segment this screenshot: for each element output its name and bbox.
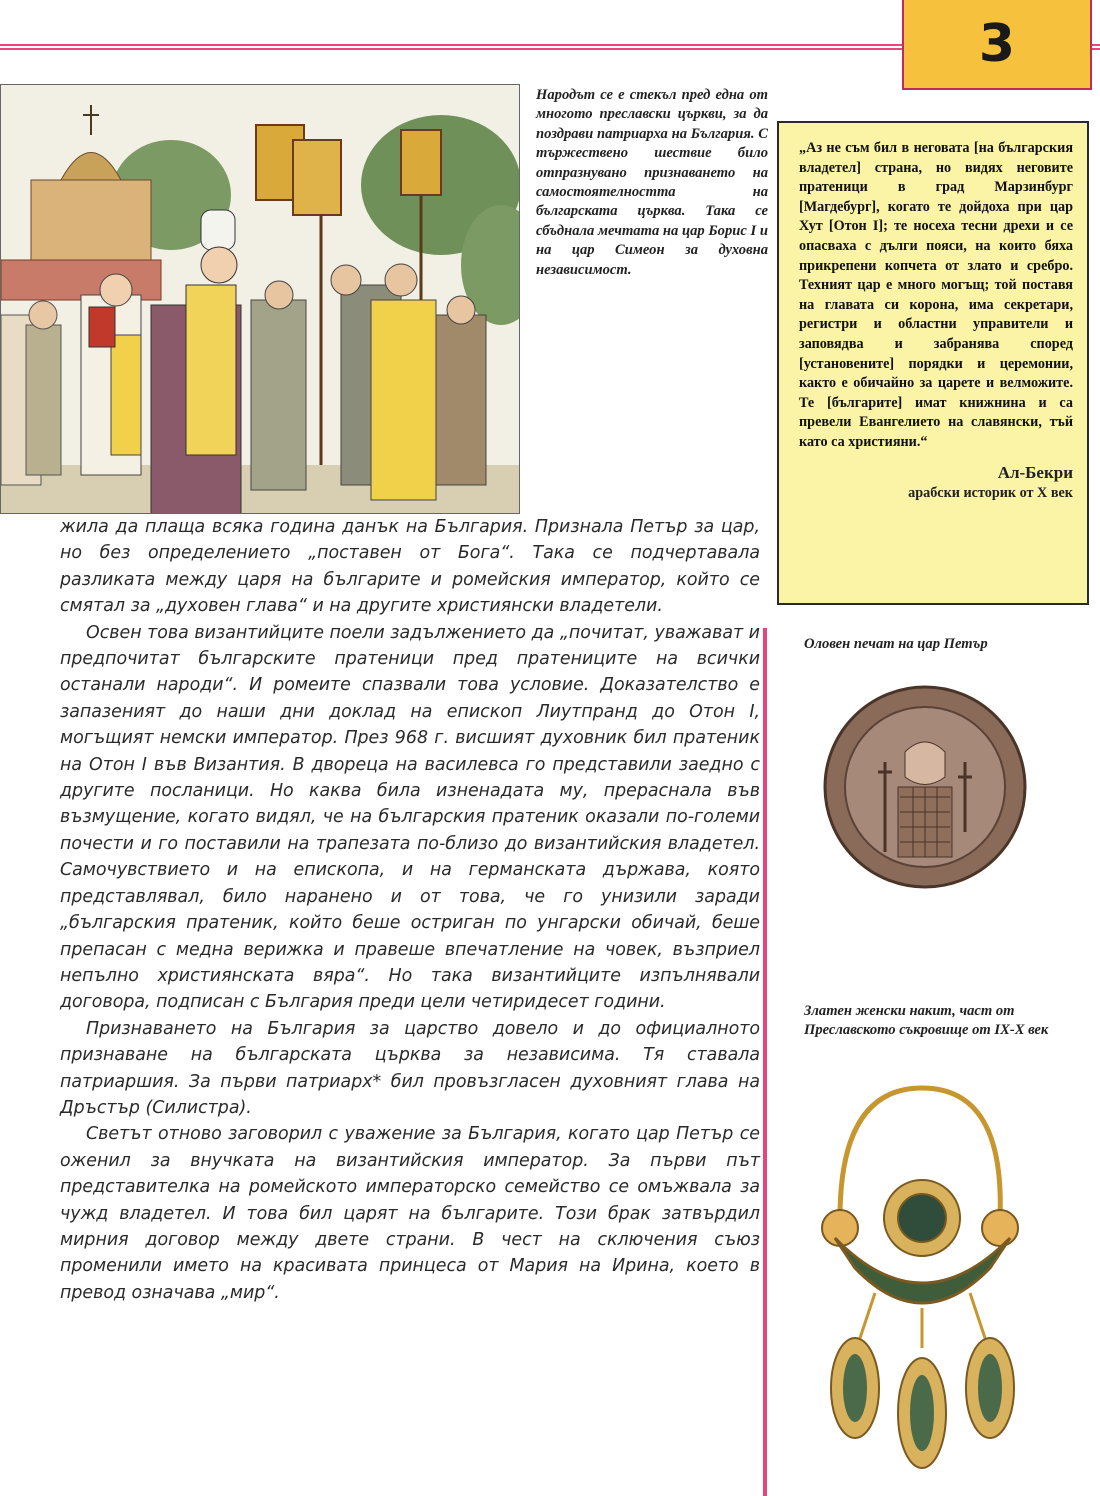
- illustration-caption: Народът се е стекъл пред една от многото преславски църкви, за да поздрави патриарха на България. С тържествено шествие било отпразнувано признаването на самостоятелността на българската църква. Така се сбъднала мечтата на цар Борис I и на цар Симеон за духовна независимост.: [536, 87, 768, 278]
- procession-drawing: [1, 85, 520, 514]
- seal-caption: Оловен печат на цар Петър: [804, 636, 988, 652]
- main-body-text: [60, 514, 760, 1306]
- body-paragraph-3: Признаването на България за царство довело и до официалното признаване на българската църква за независима. Тя ставала патриаршия. За първи патриарх* бил провъзгласен духовният глава на Дръстър (Силистра).: [60, 1018, 760, 1118]
- quote-author-role: арабски историк от X век: [908, 484, 1073, 501]
- jewel-caption: Златен женски накит, част от Преславското съкровище от IX-X век: [804, 1003, 1049, 1038]
- page-number: 3: [978, 14, 1016, 74]
- sidebar-divider: [763, 628, 767, 1496]
- body-paragraph-4: Светът отново заговорил с уважение за България, когато цар Петър се оженил за внучката на византийския император. За първи път представителка на ромейското императорско семейство се омъжвала за чужд владетел. И това бил царят на българите. Този брак затвърдил мирния договор между двете страни. В чест на сключения съюз променили името на красивата принцеса от Мария на Ирина, което в превод означава „мир“.: [60, 1124, 760, 1303]
- quote-author: Ал-Бекри: [997, 462, 1073, 482]
- quote-text: „Аз не съм бил в неговата [на българския владетел] страна, но видях неговите пратеници в град Марзинбург [Магдебург], когато те дойдоха при цар Хут [Отон I]; те носеха тесни дрехи и се опасваха с дълги пояси, на които бяха прикрепени копчета от злато и сребро. Техният цар е много могъщ; той поставя на главата си корона, има секретари, регистри и областни управители и заповядва и забранява според [установените] порядки и церемонии, както е обичайно за царете и велможите. Те [българите] имат книжнина и са превели Евангелието на славянски, тъй като са християни.“: [799, 140, 1073, 450]
- quote-box: [777, 121, 1089, 605]
- body-paragraph-2: Освен това византийците поели задължението да „почитат, уважават и предпочитат българските пратеници пред пратениците на всички останали народи“. И ромеите спазвали това условие. Доказателство е запазеният до наши дни доклад на епископ Лиутпранд до Отон I, могъщият немски император. През 968 г. висшият духовник бил пратеник на Отон I във Византия. В двореца на василевса го представили заедно с другите посланици. Но каква била изненадата му, прераснала във възмущение, когато видял, че на българския пратеник оказали по-големи почести и го поставили на трапезата по-близо до византийския владетел. Самочувствието и на епископа, и на германската държава, която представлявал, било наранено и от това, че го унизили заради „българския пратеник, който беше остриган по унгарски обичай, беше препасан с медна верижка и правеше впечатление на човек, възприел непълно християнската вяра“. Но така византийците изпълнявали договора, подписан с България преди цели четиридесет години.: [60, 622, 760, 1013]
- procession-illustration: [0, 84, 520, 514]
- gold-earring-image: [800, 1068, 1045, 1488]
- page-number-tab: [902, 0, 1092, 90]
- lead-seal-image: [820, 682, 1030, 892]
- body-paragraph-1: жила да плаща всяка година данък на България. Признала Петър за цар, но без определението „поставен от Бога“. Така се подчертавала разликата между царя на българите и ромейския император, който се смятал за „духовен глава“ и на другите християнски владетели.: [60, 517, 760, 617]
